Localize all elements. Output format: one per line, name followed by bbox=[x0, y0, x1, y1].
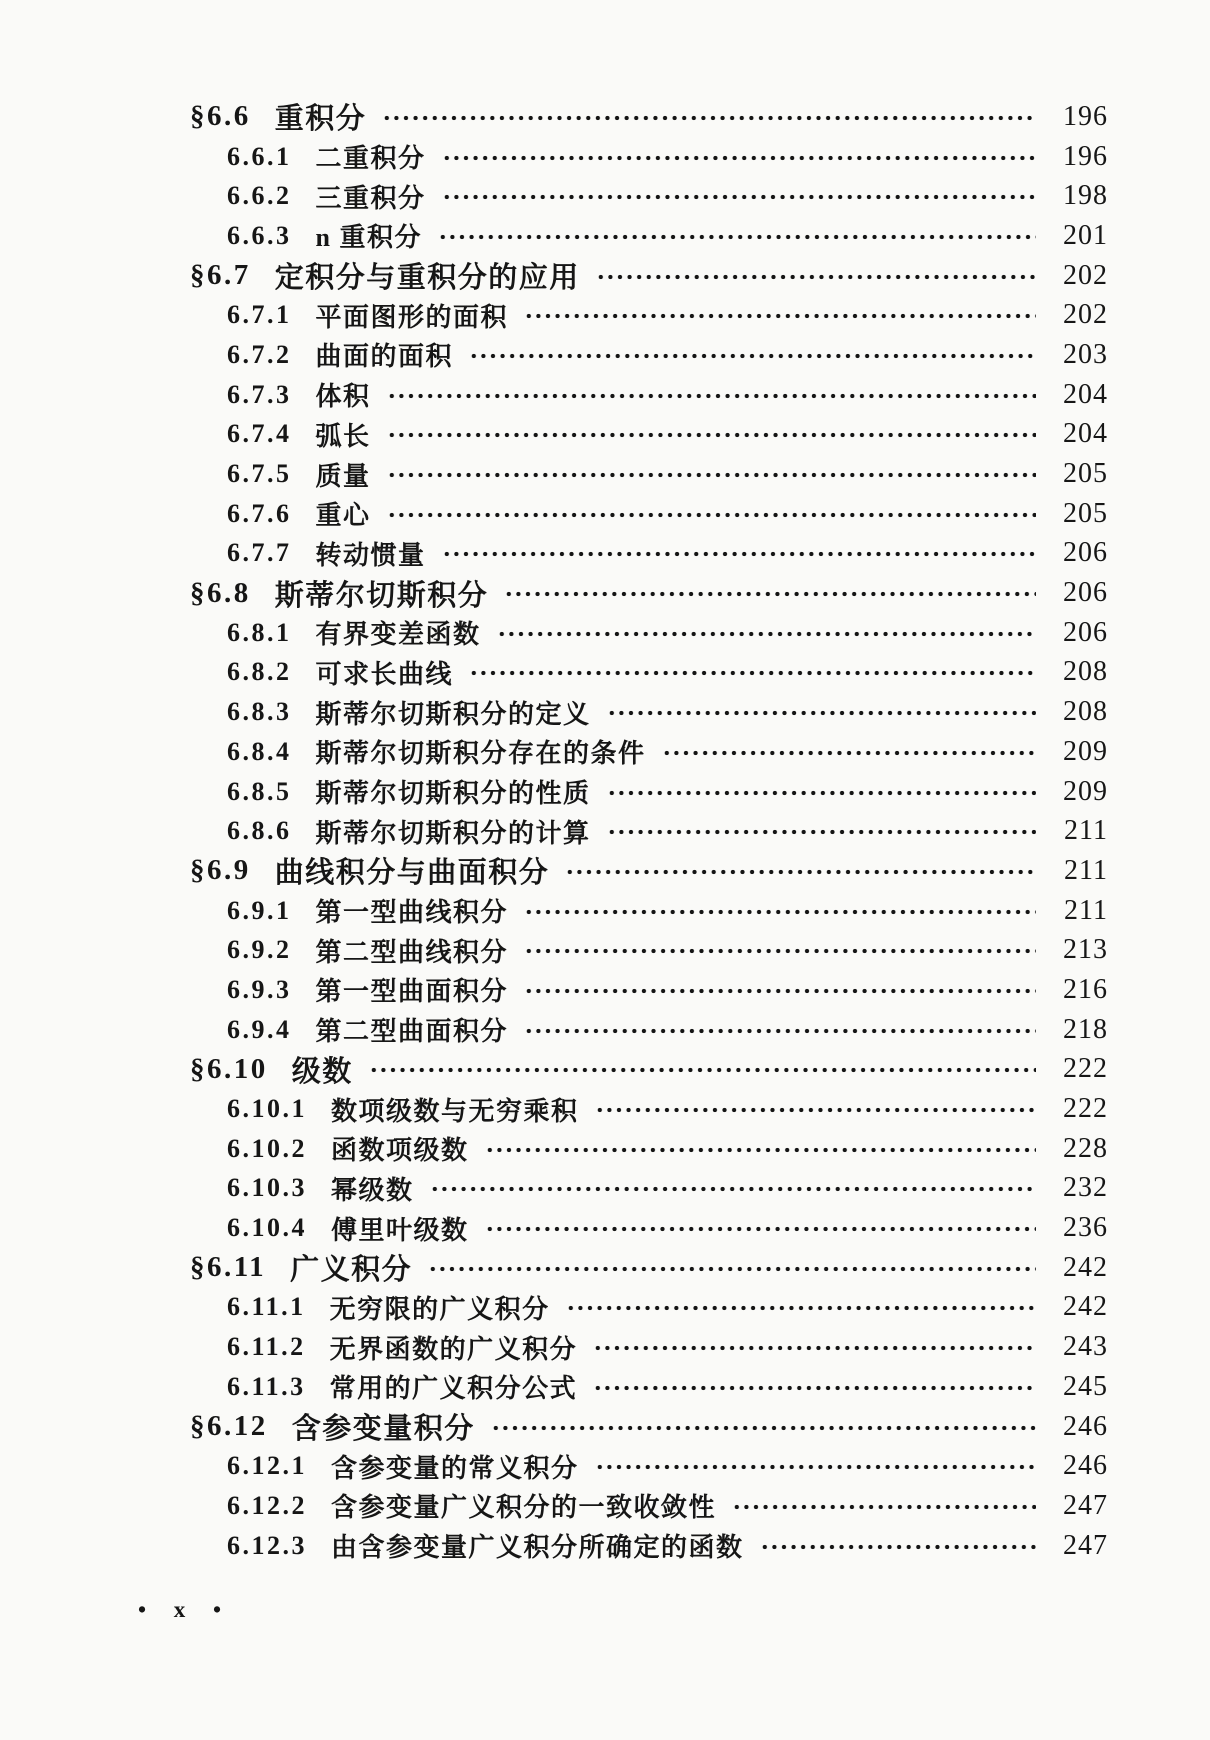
toc-entry-title: 重积分 bbox=[274, 103, 367, 136]
toc-entry-title: 无界函数的广义积分 bbox=[329, 1334, 578, 1364]
dot-leader bbox=[387, 511, 1036, 519]
toc-entry-title: 曲面的面积 bbox=[315, 342, 454, 372]
toc-entry-page-number: 213 bbox=[1063, 934, 1108, 966]
dot-leader bbox=[566, 1304, 1036, 1312]
dot-leader bbox=[593, 1344, 1036, 1352]
toc-entry-number: §6.10 bbox=[190, 1052, 268, 1085]
toc-entry-page-number: 236 bbox=[1063, 1212, 1108, 1244]
toc-entry-page-number: 202 bbox=[1063, 299, 1108, 331]
toc-entry bbox=[0, 216, 1210, 256]
toc-entry-number: 6.7.3 bbox=[227, 379, 292, 409]
dot-leader bbox=[595, 1463, 1036, 1471]
toc-entry-title: 第一型曲线积分 bbox=[315, 898, 509, 928]
dot-leader bbox=[382, 114, 1036, 122]
dot-leader bbox=[491, 1424, 1036, 1432]
toc-entry-title: 转动惯量 bbox=[315, 540, 426, 570]
toc-entry-page-number: 206 bbox=[1063, 616, 1108, 648]
toc-entry bbox=[0, 970, 1210, 1010]
dot-leader bbox=[524, 908, 1036, 916]
toc-entry bbox=[0, 732, 1210, 772]
toc-entry bbox=[0, 772, 1210, 812]
toc-entry-title: 二重积分 bbox=[315, 144, 426, 174]
toc-entry-page-number: 205 bbox=[1063, 497, 1108, 529]
toc-entry-title: 可求长曲线 bbox=[315, 659, 454, 689]
toc-entry-title: 质量 bbox=[315, 461, 371, 491]
toc-entry-number: 6.10.1 bbox=[227, 1094, 307, 1124]
toc-entry bbox=[0, 97, 1210, 137]
toc-entry-number: 6.7.5 bbox=[227, 459, 292, 489]
dot-leader bbox=[428, 1265, 1036, 1273]
dot-leader bbox=[593, 1384, 1036, 1392]
dot-leader bbox=[442, 193, 1036, 201]
toc-entry bbox=[0, 1010, 1210, 1050]
toc-entry-title: 含参变量的常义积分 bbox=[331, 1453, 579, 1483]
toc-entry-number: §6.11 bbox=[190, 1251, 267, 1284]
toc-entry-title: 体积 bbox=[315, 382, 371, 412]
toc-entry-title: 斯蒂尔切斯积分 bbox=[274, 579, 489, 612]
toc-entry-number: 6.8.4 bbox=[227, 736, 292, 766]
toc-entry-number: §6.7 bbox=[190, 259, 251, 292]
toc-entry-page-number: 204 bbox=[1063, 378, 1108, 410]
toc-entry-page-number: 211 bbox=[1064, 894, 1108, 926]
dot-leader bbox=[607, 709, 1036, 717]
toc-entry bbox=[0, 375, 1210, 415]
toc-entry-page-number: 208 bbox=[1063, 656, 1108, 688]
toc-entry-number: 6.12.2 bbox=[227, 1490, 307, 1520]
toc-entry-title: n 重积分 bbox=[315, 223, 422, 253]
toc-entry-title: 第二型曲面积分 bbox=[315, 1017, 509, 1047]
toc-entry bbox=[0, 1169, 1210, 1209]
dot-leader bbox=[504, 590, 1036, 598]
page-number-footer: • x • bbox=[138, 1597, 233, 1622]
dot-leader bbox=[607, 828, 1036, 836]
toc-entry-title: 幂级数 bbox=[331, 1175, 414, 1205]
toc-entry-number: 6.12.1 bbox=[227, 1451, 307, 1481]
dot-leader bbox=[595, 1106, 1036, 1114]
toc-entry-number: §6.8 bbox=[190, 576, 251, 609]
toc-entry-title: 第二型曲线积分 bbox=[315, 937, 509, 967]
toc-entry bbox=[0, 295, 1210, 335]
toc-entry bbox=[0, 256, 1210, 296]
toc-entry-page-number: 205 bbox=[1063, 458, 1108, 490]
toc-entry-number: §6.6 bbox=[190, 100, 251, 133]
toc-entry bbox=[0, 573, 1210, 613]
toc-entry-page-number: 208 bbox=[1063, 696, 1108, 728]
toc-entry-title: 广义积分 bbox=[290, 1254, 413, 1287]
toc-entry-number: 6.10.3 bbox=[227, 1173, 307, 1203]
dot-leader bbox=[524, 312, 1036, 320]
dot-leader bbox=[524, 1027, 1036, 1035]
toc-entry bbox=[0, 454, 1210, 494]
toc-entry bbox=[0, 1248, 1210, 1288]
toc-entry-page-number: 222 bbox=[1063, 1093, 1108, 1125]
toc-entry-title: 重心 bbox=[315, 501, 371, 531]
toc-entry-page-number: 228 bbox=[1063, 1132, 1108, 1164]
toc-entry bbox=[0, 930, 1210, 970]
toc-entry bbox=[0, 1129, 1210, 1169]
toc-entry-page-number: 245 bbox=[1063, 1370, 1108, 1402]
toc-entry-title: 无穷限的广义积分 bbox=[329, 1294, 550, 1324]
toc-entry-page-number: 198 bbox=[1063, 180, 1108, 212]
toc-entry bbox=[0, 891, 1210, 931]
dot-leader bbox=[438, 233, 1036, 241]
toc-entry-title: 数项级数与无穷乘积 bbox=[331, 1096, 579, 1126]
toc-entry-number: 6.8.5 bbox=[227, 776, 292, 806]
toc-entry bbox=[0, 653, 1210, 693]
dot-leader bbox=[387, 392, 1036, 400]
dot-leader bbox=[524, 947, 1036, 955]
dot-leader bbox=[607, 789, 1036, 797]
toc-entry bbox=[0, 1327, 1210, 1367]
toc-entry-title: 三重积分 bbox=[315, 183, 426, 213]
toc-entry-number: 6.8.2 bbox=[227, 657, 292, 687]
toc-entry bbox=[0, 534, 1210, 574]
dot-leader bbox=[442, 550, 1036, 558]
toc-entry bbox=[0, 1050, 1210, 1090]
toc-entry-title: 有界变差函数 bbox=[315, 620, 481, 650]
toc-entry-number: 6.6.3 bbox=[227, 220, 292, 250]
toc-entry-number: 6.12.3 bbox=[227, 1530, 307, 1560]
dot-leader bbox=[387, 431, 1036, 439]
toc-entry-title: 傅里叶级数 bbox=[331, 1215, 469, 1245]
toc-entry-title: 斯蒂尔切斯积分的定义 bbox=[315, 699, 591, 729]
dot-leader bbox=[524, 987, 1036, 995]
toc-entry bbox=[0, 1367, 1210, 1407]
toc-entry-page-number: 209 bbox=[1063, 735, 1108, 767]
toc-entry-page-number: 209 bbox=[1063, 775, 1108, 807]
toc-entry-page-number: 242 bbox=[1063, 1291, 1108, 1323]
toc-entry-title: 定积分与重积分的应用 bbox=[274, 262, 580, 295]
toc-entry-title: 含参变量广义积分的一致收敛性 bbox=[331, 1493, 717, 1523]
toc-entry-page-number: 247 bbox=[1063, 1529, 1108, 1561]
toc-entry-title: 第一型曲面积分 bbox=[315, 977, 509, 1007]
toc-entry-page-number: 196 bbox=[1063, 140, 1108, 172]
toc-entry-title: 由含参变量广义积分所确定的函数 bbox=[331, 1533, 744, 1563]
dot-leader bbox=[760, 1543, 1036, 1551]
dot-leader bbox=[469, 669, 1036, 677]
toc-entry-title: 级数 bbox=[291, 1055, 353, 1088]
dot-leader bbox=[485, 1225, 1036, 1233]
toc-entry-page-number: 201 bbox=[1063, 219, 1108, 251]
toc-entry-page-number: 203 bbox=[1063, 338, 1108, 370]
toc-entry-page-number: 232 bbox=[1063, 1172, 1108, 1204]
toc-entry-number: 6.10.4 bbox=[227, 1213, 307, 1243]
toc-entry-page-number: 206 bbox=[1063, 577, 1108, 609]
dot-leader bbox=[565, 868, 1036, 876]
toc-entry-page-number: 211 bbox=[1064, 815, 1108, 847]
dot-leader bbox=[369, 1066, 1036, 1074]
toc-entry-title: 斯蒂尔切斯积分存在的条件 bbox=[315, 739, 646, 769]
toc-entry-page-number: 218 bbox=[1063, 1013, 1108, 1045]
toc-entry-number: 6.9.2 bbox=[227, 935, 292, 965]
toc-entry-number: 6.9.3 bbox=[227, 974, 292, 1004]
toc-entry bbox=[0, 613, 1210, 653]
toc-entry bbox=[0, 1288, 1210, 1328]
toc-entry-number: 6.7.6 bbox=[227, 498, 292, 528]
toc-entry-number: 6.6.2 bbox=[227, 181, 292, 211]
toc-entry-title: 平面图形的面积 bbox=[315, 302, 509, 332]
toc-entry bbox=[0, 415, 1210, 455]
dot-leader bbox=[387, 471, 1036, 479]
toc-entry-number: 6.8.6 bbox=[227, 816, 292, 846]
toc-entry-page-number: 247 bbox=[1063, 1489, 1108, 1521]
toc-entry-title: 斯蒂尔切斯积分的计算 bbox=[315, 818, 591, 848]
toc-entry bbox=[0, 851, 1210, 891]
toc-entry-page-number: 243 bbox=[1063, 1331, 1108, 1363]
dot-leader bbox=[497, 630, 1036, 638]
toc-entry-number: 6.7.4 bbox=[227, 419, 292, 449]
toc-entry-number: 6.9.4 bbox=[227, 1014, 292, 1044]
dot-leader bbox=[442, 154, 1036, 162]
toc-entry-page-number: 242 bbox=[1063, 1251, 1108, 1283]
toc-entry-title: 弧长 bbox=[315, 421, 371, 451]
toc-entry-number: §6.12 bbox=[190, 1410, 268, 1443]
toc-entry bbox=[0, 137, 1210, 177]
dot-leader bbox=[485, 1146, 1036, 1154]
dot-leader bbox=[662, 749, 1036, 757]
toc-entry-page-number: 216 bbox=[1063, 973, 1108, 1005]
dot-leader bbox=[732, 1503, 1036, 1511]
toc-entry bbox=[0, 1089, 1210, 1129]
toc-entry-page-number: 246 bbox=[1063, 1410, 1108, 1442]
toc-entry bbox=[0, 1526, 1210, 1566]
toc-entry-page-number: 211 bbox=[1064, 854, 1108, 886]
toc-entry-number: §6.9 bbox=[190, 854, 251, 887]
toc-entry-number: 6.8.1 bbox=[227, 617, 292, 647]
toc-entry bbox=[0, 1208, 1210, 1248]
toc-entry-title: 函数项级数 bbox=[331, 1136, 469, 1166]
toc-entry-number: 6.6.1 bbox=[227, 141, 292, 171]
toc-entry-number: 6.7.2 bbox=[227, 339, 292, 369]
toc-entry-page-number: 204 bbox=[1063, 418, 1108, 450]
toc-entry bbox=[0, 335, 1210, 375]
toc-entry bbox=[0, 1446, 1210, 1486]
toc-entry-number: 6.8.3 bbox=[227, 697, 292, 727]
toc-entry bbox=[0, 1407, 1210, 1447]
toc-entry bbox=[0, 811, 1210, 851]
toc-entry-number: 6.7.1 bbox=[227, 300, 292, 330]
dot-leader bbox=[469, 352, 1036, 360]
dot-leader bbox=[430, 1185, 1036, 1193]
toc-entry-page-number: 222 bbox=[1063, 1053, 1108, 1085]
toc-entry-title: 含参变量积分 bbox=[291, 1413, 475, 1446]
toc-entry-page-number: 196 bbox=[1063, 100, 1108, 132]
toc-entry-number: 6.11.1 bbox=[227, 1292, 306, 1322]
toc-entry-page-number: 202 bbox=[1063, 259, 1108, 291]
toc-entry bbox=[0, 692, 1210, 732]
toc-entry-page-number: 246 bbox=[1063, 1450, 1108, 1482]
dot-leader bbox=[596, 273, 1036, 281]
toc-entry-title: 常用的广义积分公式 bbox=[329, 1374, 578, 1404]
toc-entry-title: 曲线积分与曲面积分 bbox=[274, 857, 550, 890]
toc-entry-title: 斯蒂尔切斯积分的性质 bbox=[315, 779, 591, 809]
toc-entry-number: 6.7.7 bbox=[227, 538, 292, 568]
toc-entry bbox=[0, 494, 1210, 534]
table-of-contents bbox=[0, 97, 1210, 1565]
toc-entry-number: 6.9.1 bbox=[227, 895, 292, 925]
toc-entry-number: 6.11.3 bbox=[227, 1371, 306, 1401]
toc-entry bbox=[0, 176, 1210, 216]
toc-entry-page-number: 206 bbox=[1063, 537, 1108, 569]
toc-entry-number: 6.10.2 bbox=[227, 1133, 307, 1163]
toc-entry-number: 6.11.2 bbox=[227, 1332, 306, 1362]
toc-entry bbox=[0, 1486, 1210, 1526]
